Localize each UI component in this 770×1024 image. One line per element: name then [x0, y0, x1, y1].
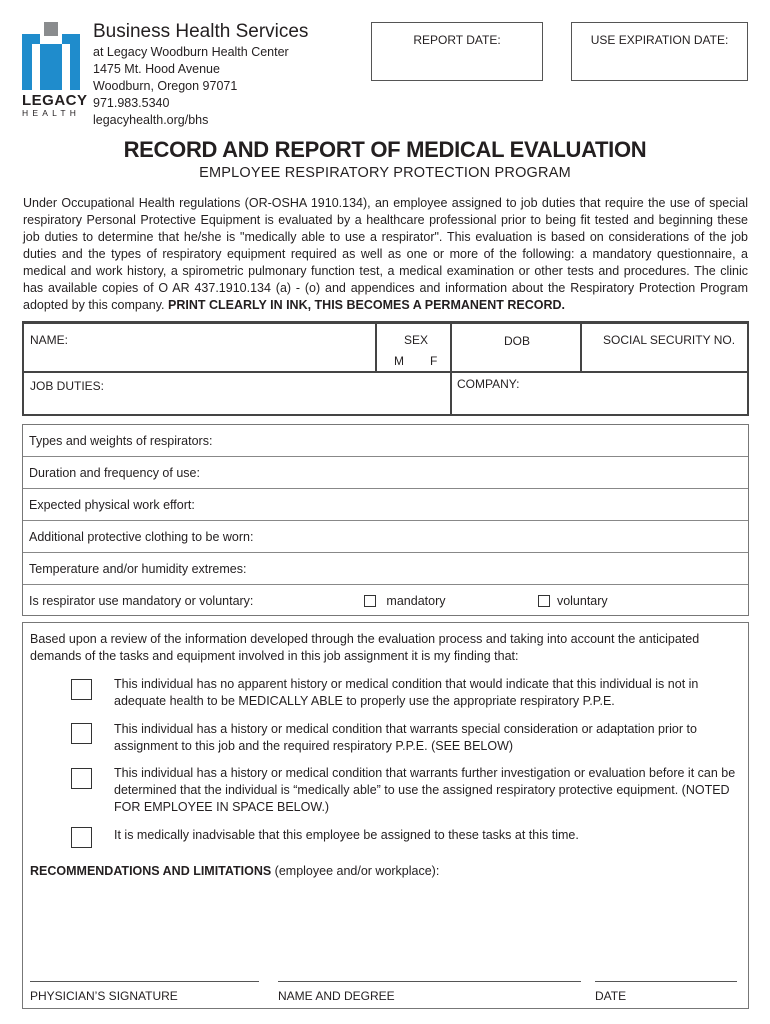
mandatory-option[interactable] — [364, 585, 445, 617]
option-text: This individual has no apparent history or medical condition that would indicate that this individual is not in adequate health to be MEDICALLY ABLE to properly use the appropriate respiratory P.P.E. — [114, 677, 699, 708]
mandatory-voluntary-row — [23, 585, 748, 617]
name-and-degree-label: NAME AND DEGREE — [278, 989, 395, 1003]
divider — [450, 324, 452, 414]
temperature-humidity-field[interactable] — [23, 553, 748, 585]
logo-word: LEGACY — [22, 92, 88, 109]
intro-paragraph — [23, 195, 748, 314]
recommendations-field[interactable] — [30, 864, 439, 878]
physician-signature-field[interactable] — [30, 981, 259, 1003]
name-field[interactable] — [30, 333, 68, 347]
row-label: Temperature and/or humidity extremes: — [29, 562, 247, 576]
website: legacyhealth.org/bhs — [93, 113, 209, 127]
evaluation-finding-section — [22, 622, 749, 1009]
finding-lead-text: Based upon a review of the information developed through the evaluation process and taking into account the anticipated demands of the tasks and equipment involved in this job assignment it is my finding that: — [30, 632, 700, 663]
checkbox-icon[interactable] — [71, 723, 92, 744]
divider — [24, 371, 747, 373]
voluntary-label: voluntary — [556, 594, 608, 608]
phone-number: 971.983.5340 — [93, 96, 170, 110]
address-line: 1475 Mt. Hood Avenue — [93, 62, 220, 76]
date-label: DATE — [595, 989, 627, 1003]
employee-info-table — [22, 321, 749, 416]
intro-text: Under Occupational Health regulations (OR-OSHA 1910.134), an employee assigned to job duties that require the use of special respiratory Personal Protective Equipment is evaluated by a healthcare professional prior to being fit tested and beginning these job duties to determine that he/she is "medically able to use a respirator". This evaluation is based on considerations of the job duties and the types of respiratory equipment required as well as one or more of the following: a mandatory questionnaire, a medical and work history, a spirometric pulmonary function test, a medical examination or other tests and procedures. The clinic has available copies of O AR 437.1910.134 (a) - (o) and appendices and information about the Respiratory Protection Program adopted by this company. — [23, 196, 748, 312]
row-label: Additional protective clothing to be worn: — [29, 530, 254, 544]
row-label: Expected physical work effort: — [29, 498, 195, 512]
report-date-field[interactable] — [371, 22, 543, 81]
sex-male-option[interactable]: M — [394, 354, 404, 368]
respirator-types-field[interactable] — [23, 425, 748, 457]
divider — [375, 324, 377, 372]
checkbox-icon[interactable] — [71, 679, 92, 700]
organization-address — [93, 20, 308, 129]
checkbox-icon[interactable] — [71, 768, 92, 789]
organization-name: Business Health Services — [93, 21, 309, 42]
dob-label: DOB — [504, 334, 531, 348]
use-expiration-date-field[interactable] — [571, 22, 748, 81]
recommendations-label: RECOMMENDATIONS AND LIMITATIONS — [30, 864, 272, 878]
physician-signature-label: PHYSICIAN’S SIGNATURE — [30, 989, 178, 1003]
sex-label: SEX — [404, 333, 429, 347]
job-duties-label: JOB DUTIES: — [30, 379, 105, 393]
row-label: Is respirator use mandatory or voluntary: — [29, 594, 254, 608]
recommendations-note: (employee and/or workplace): — [271, 864, 440, 878]
checkbox-icon[interactable] — [364, 595, 376, 607]
ssn-label: SOCIAL SECURITY NO. — [603, 333, 736, 347]
name-label: NAME: — [30, 333, 69, 347]
divider — [580, 324, 582, 372]
logo-subword: HEALTH — [22, 108, 81, 118]
row-label: Duration and frequency of use: — [29, 466, 200, 480]
checkbox-icon[interactable] — [538, 595, 550, 607]
company-label: COMPANY: — [457, 377, 520, 391]
logo-mark-icon — [22, 22, 80, 90]
option-text: This individual has a history or medical condition that warrants further investigation or evaluation before it can be determined that the individual is “medically able” to use the assigned respiratory protective equipment. (NOTED FOR EMPLOYEE IN SPACE BELOW.) — [114, 766, 736, 814]
protective-clothing-field[interactable] — [23, 521, 748, 553]
option-text: This individual has a history or medical condition that warrants special consideration or adaptation prior to assignment to this job and the required respiratory P.P.E. (SEE BELOW) — [114, 722, 697, 753]
checkbox-icon[interactable] — [71, 827, 92, 848]
company-field[interactable] — [457, 377, 519, 391]
mandatory-label: mandatory — [386, 594, 446, 608]
address-line: at Legacy Woodburn Health Center — [93, 45, 289, 59]
dob-field[interactable] — [504, 334, 530, 348]
duration-frequency-field[interactable] — [23, 457, 748, 489]
ssn-field[interactable] — [603, 333, 735, 347]
form-subtitle: EMPLOYEE RESPIRATORY PROTECTION PROGRAM — [199, 165, 571, 181]
form-title: RECORD AND REPORT OF MEDICAL EVALUATION — [123, 137, 647, 162]
option-text: It is medically inadvisable that this employee be assigned to these tasks at this time. — [114, 828, 579, 842]
legacy-health-logo — [22, 22, 88, 118]
name-and-degree-field[interactable] — [278, 981, 581, 1003]
job-duties-field[interactable] — [30, 379, 104, 393]
address-line: Woodburn, Oregon 97071 — [93, 79, 238, 93]
sex-female-option[interactable]: F — [430, 354, 438, 368]
intro-bold-notice: PRINT CLEARLY IN INK, THIS BECOMES A PERMANENT RECORD. — [168, 298, 566, 312]
report-date-label: REPORT DATE: — [413, 33, 501, 47]
respirator-details-table — [22, 424, 749, 616]
voluntary-option[interactable] — [538, 585, 608, 617]
date-field[interactable] — [595, 981, 737, 1003]
physical-effort-field[interactable] — [23, 489, 748, 521]
use-expiration-date-label: USE EXPIRATION DATE: — [590, 33, 729, 47]
row-label: Types and weights of respirators: — [29, 434, 213, 448]
